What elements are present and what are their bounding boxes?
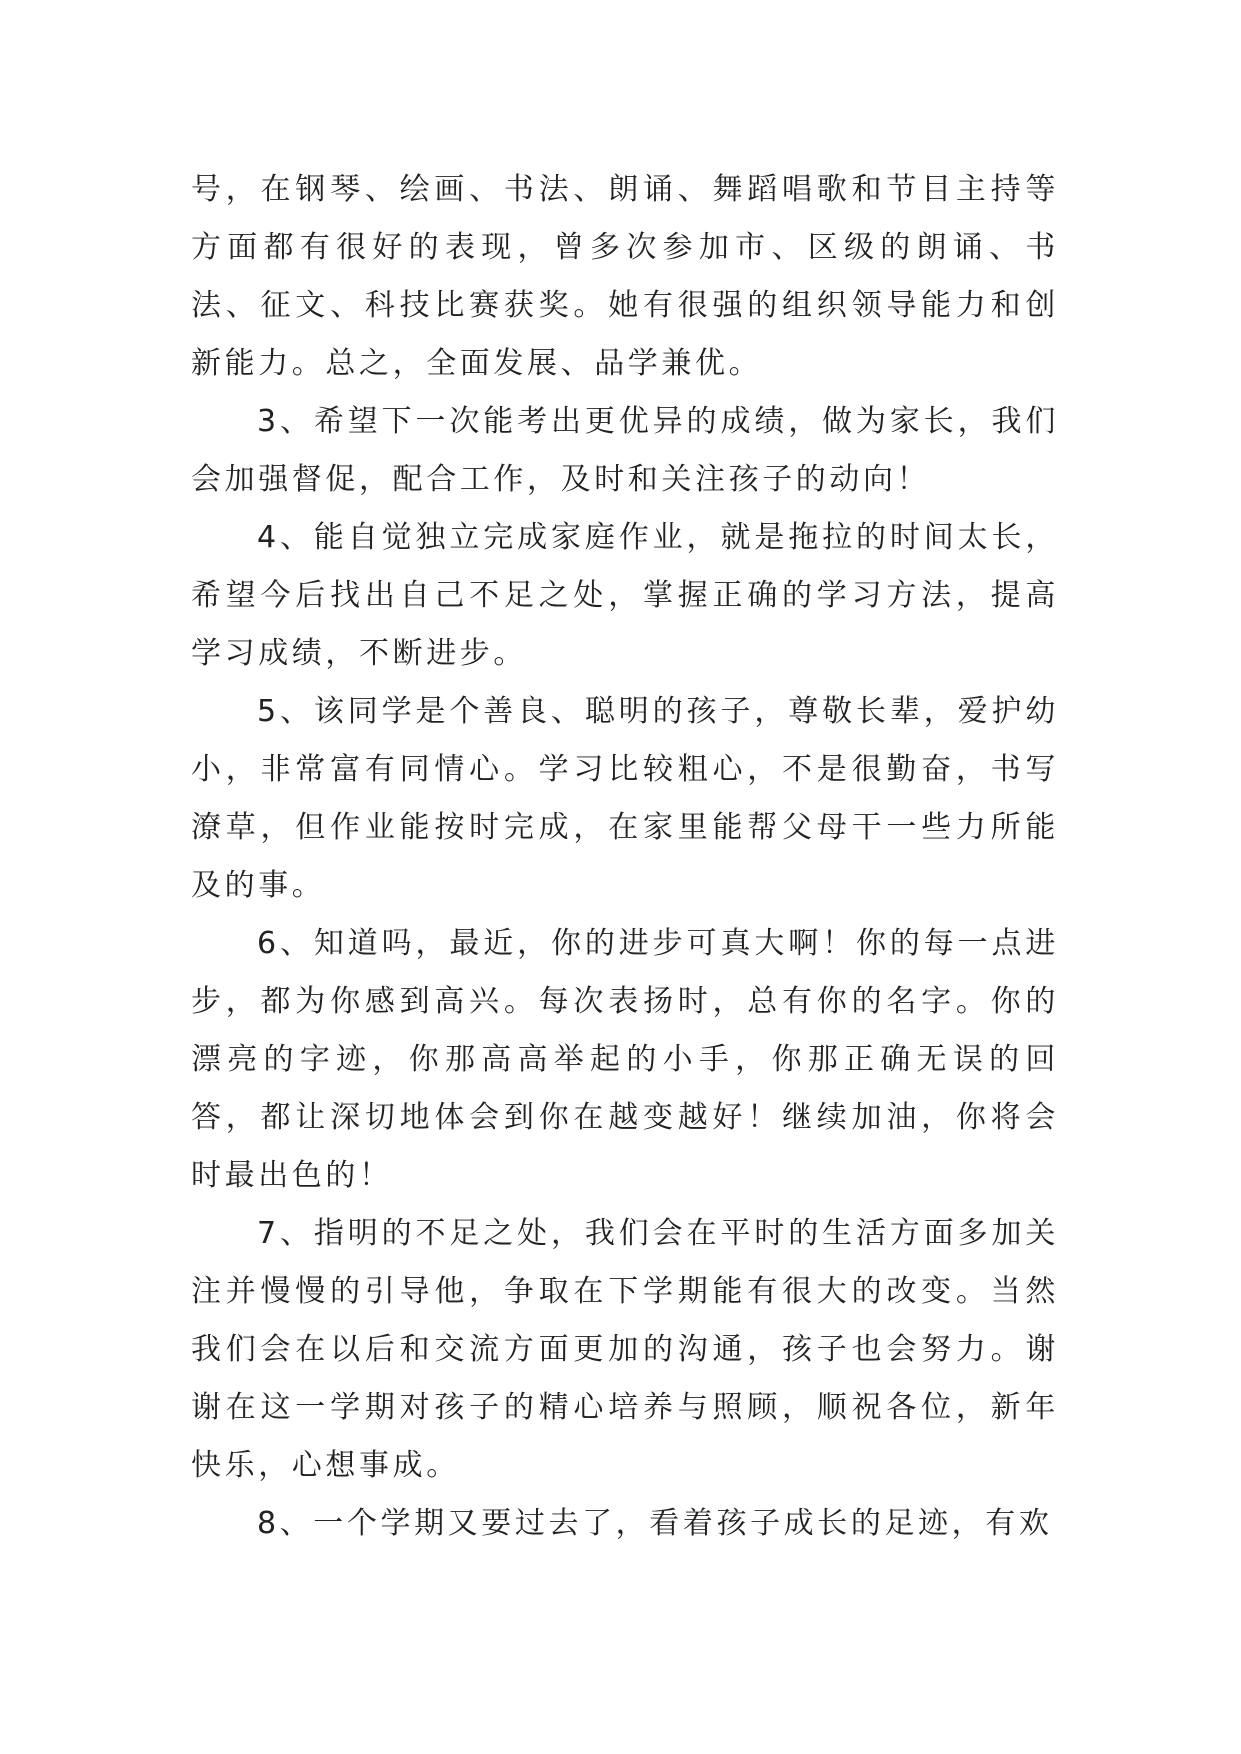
paragraph-item-7: 7、指明的不足之处，我们会在平时的生活方面多加关注并慢慢的引导他，争取在下学期能有很大的改变。当然我们会在以后和交流方面更加的沟通，孩子也会努力。谢谢在这一学期对孩子的精心培养与照顾，顺祝各位，新年快乐，心想事成。 — [191, 1216, 1059, 1483]
document-body — [191, 161, 1059, 1553]
paragraph-item-6: 6、知道吗，最近，你的进步可真大啊！你的每一点进步，都为你感到高兴。每次表扬时，总有你的名字。你的漂亮的字迹，你那高高举起的小手，你那正确无误的回答，都让深切地体会到你在越变越好！继续加油，你将会时最出色的！ — [191, 926, 1059, 1193]
paragraph-item-4: 4、能自觉独立完成家庭作业，就是拖拉的时间太长，希望今后找出自己不足之处，掌握正确的学习方法，提高学习成绩，不断进步。 — [191, 520, 1059, 671]
paragraph-continuation: 号，在钢琴、绘画、书法、朗诵、舞蹈唱歌和节目主持等方面都有很好的表现，曾多次参加市、区级的朗诵、书法、征文、科技比赛获奖。她有很强的组织领导能力和创新能力。总之，全面发展、品学兼优。 — [191, 172, 1059, 381]
paragraph-item-3: 3、希望下一次能考出更优异的成绩，做为家长，我们会加强督促，配合工作，及时和关注孩子的动向！ — [191, 404, 1059, 497]
paragraph-item-5: 5、该同学是个善良、聪明的孩子，尊敬长辈，爱护幼小，非常富有同情心。学习比较粗心，不是很勤奋，书写潦草，但作业能按时完成，在家里能帮父母干一些力所能及的事。 — [191, 694, 1059, 903]
paragraph-item-8: 8、一个学期又要过去了，看着孩子成长的足迹，有欢 — [257, 1506, 1053, 1541]
